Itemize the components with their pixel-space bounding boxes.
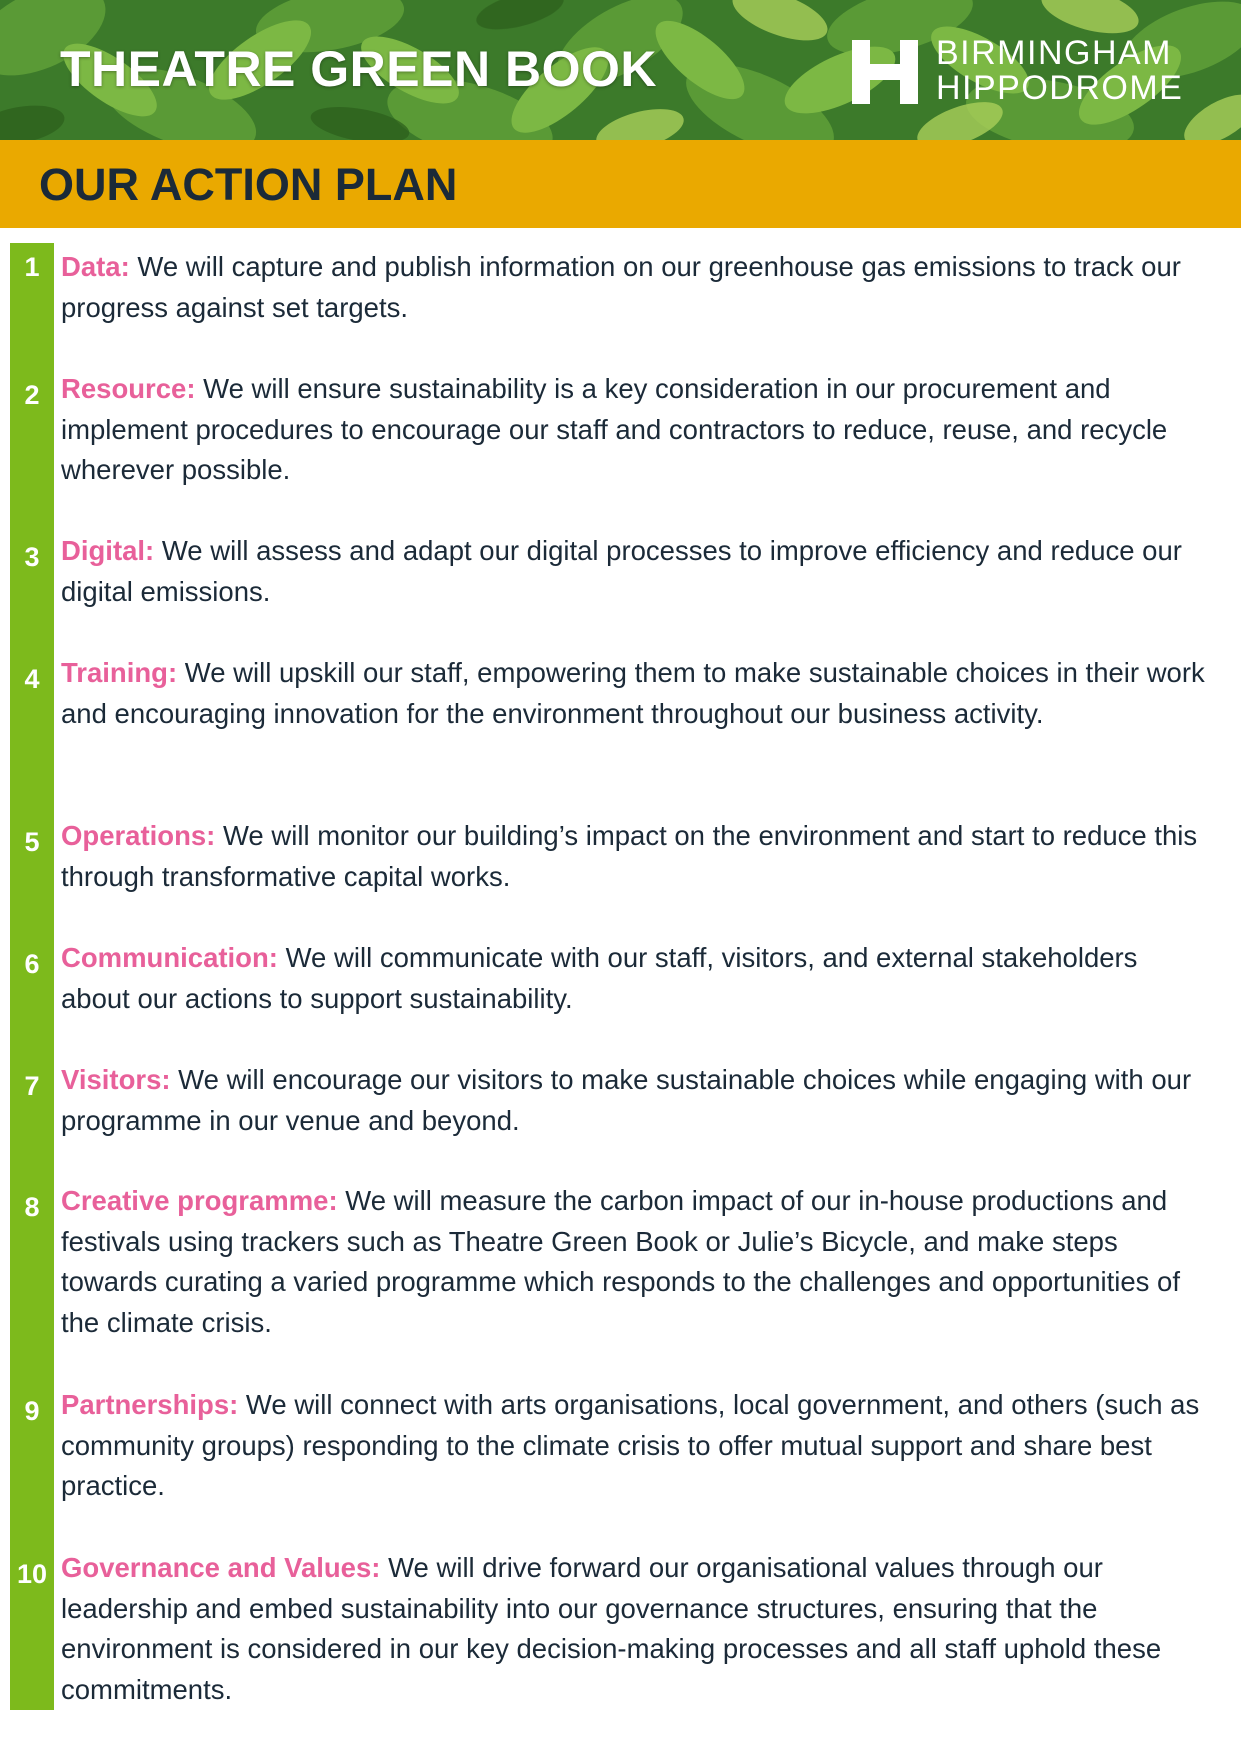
item-text [61,1385,1211,1507]
item-description: We will monitor our building’s impact on the environment and start to reduce this through transformative capital works. [61,820,1198,892]
item-label: Creative programme: [61,1185,338,1216]
item-text [61,531,1211,612]
item-label: Governance and Values: [61,1552,381,1583]
item-number: 6 [24,949,40,979]
item-text [61,247,1211,328]
item-number: 5 [24,827,40,857]
item-label: Partnerships: [61,1389,239,1420]
section-title: OUR ACTION PLAN [39,159,458,210]
item-description: We will communicate with our staff, visitors, and external stakeholders about our actions to support sustainability. [61,942,1138,1014]
item-text [61,369,1211,491]
item-description: We will connect with arts organisations, local government, and others (such as community groups) responding to the climate crisis to offer mutual support and share best practice. [61,1389,1200,1502]
item-label: Communication: [61,942,278,973]
item-text [61,938,1211,1019]
item-label: Operations: [61,820,216,851]
item-label: Training: [61,657,178,688]
item-description: We will assess and adapt our digital processes to improve efficiency and reduce our digital emissions. [61,535,1182,607]
logo-line-2: HIPPODROME [936,69,1184,107]
item-text [61,1181,1211,1344]
item-number: 2 [24,380,40,410]
item-description: We will capture and publish information on our greenhouse gas emissions to track our progress against set targets. [61,251,1181,323]
item-description: We will upskill our staff, empowering them to make sustainable choices in their work and encouraging innovation for the environment throughout our business activity. [61,657,1205,729]
item-number: 7 [24,1071,40,1101]
item-label: Visitors: [61,1064,171,1095]
item-number: 9 [24,1396,40,1426]
document-title: THEATRE GREEN BOOK [60,41,657,97]
item-number: 10 [16,1559,48,1589]
item-number: 1 [24,252,40,282]
item-text [61,1548,1211,1711]
logo-line-1: BIRMINGHAM [936,34,1172,72]
item-label: Resource: [61,373,196,404]
item-number: 8 [24,1192,40,1222]
item-text [61,1060,1211,1141]
item-description: We will measure the carbon impact of our in-house productions and festivals using trackers such as Theatre Green Book or Julie’s Bicycle, and make steps towards curating a varied programme which responds to the challenges and opportunities of the climate crisis. [61,1185,1180,1339]
item-text [61,653,1211,734]
item-description: We will encourage our visitors to make sustainable choices while engaging with our programme in our venue and beyond. [61,1064,1192,1136]
item-description: We will ensure sustainability is a key consideration in our procurement and implement procedures to encourage our staff and contractors to reduce, reuse, and recycle wherever possible. [61,373,1168,486]
item-text [61,816,1211,897]
item-label: Data: [61,251,130,282]
item-number: 4 [24,664,40,694]
item-description: We will drive forward our organisational values through our leadership and embed sustainability into our governance structures, ensuring that the environment is considered in our key decision-making processes and all staff uphold these commitments. [61,1552,1162,1706]
item-label: Digital: [61,535,155,566]
item-number: 3 [24,542,40,572]
